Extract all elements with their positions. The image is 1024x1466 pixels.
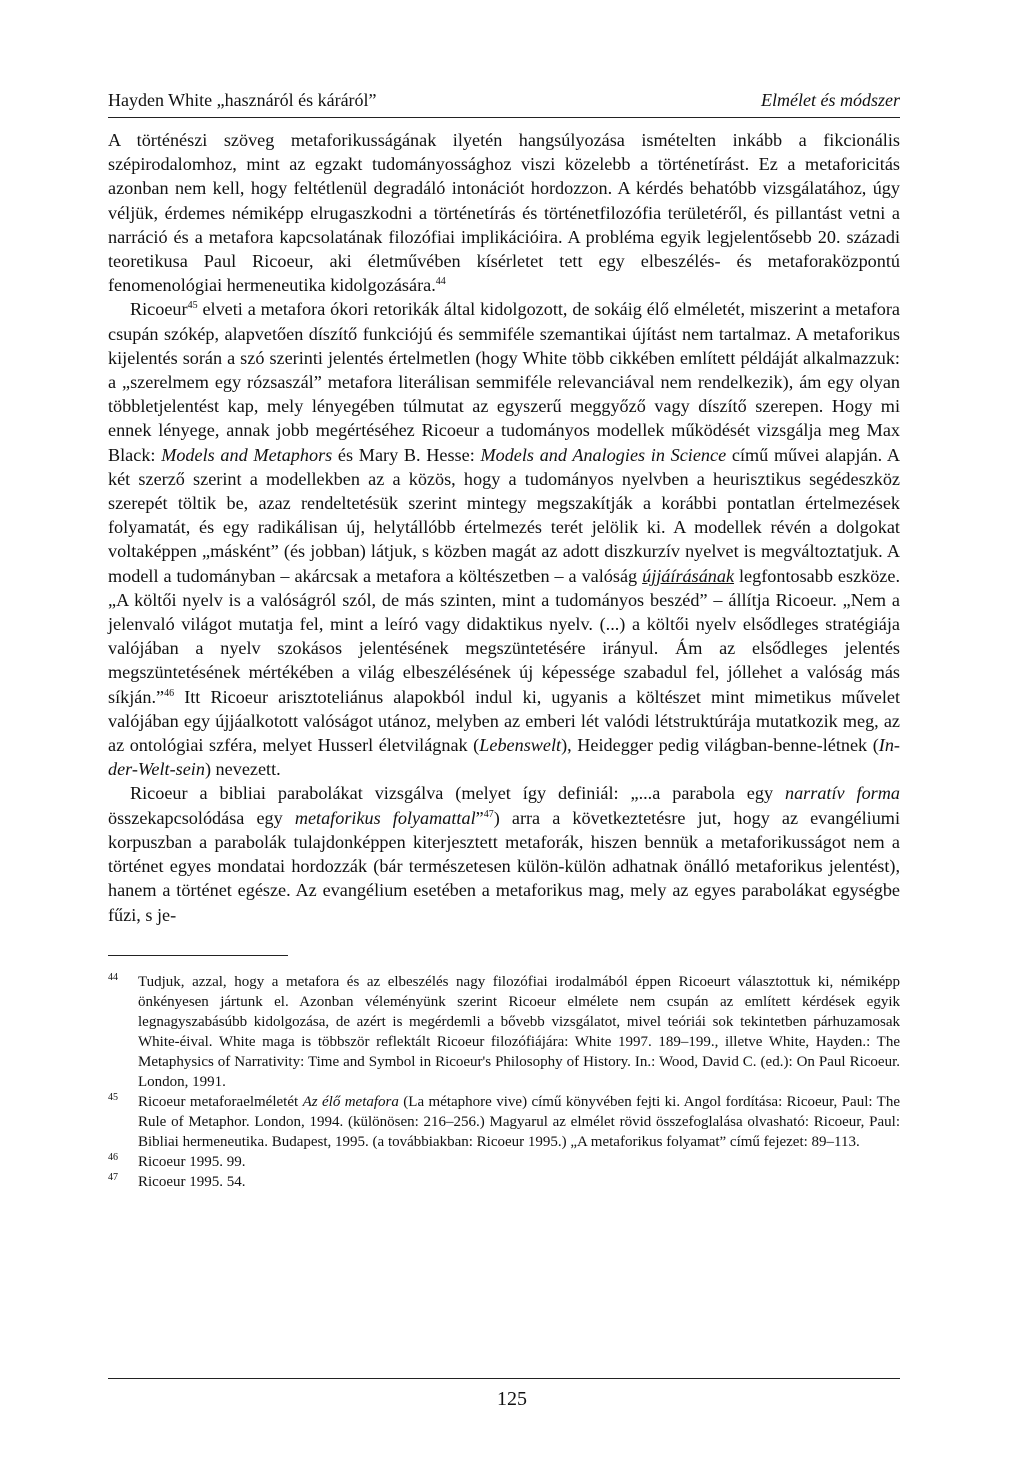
footnote-number-text: 45 bbox=[108, 1091, 118, 1103]
paragraph-text: ) arra a következtetésre jut, hogy az evangéliumi korpuszban a parabolák tulajdonképpen kiterjesztett metaforák, hiszen bennük a metaforikusságot nem a történet egyes mondatai hordozzák (bár természetesen külön-külön adhatnak önálló metaforikus jelentést), hanem a történet egésze. Az evangélium esetében a metaforikus mag, mely az egyes parabolákat egységbe fűzi, s je- bbox=[108, 807, 901, 925]
footnote-text-part: (La métaphore vive) című könyvében fejti ki. Angol fordítása: Ricoeur, Paul: The Rule of Metaphor. London, 1994. (különösen: 216–256.) Magyarul az elmélet rövid összefoglalása olvasható: Ricoeur, Paul: Bibliai hermeneutika. Budapest, 1995. (a továbbiakban: Ricoeur 1995.) „A metaforikus folyamat” című fejezet: 89–113. bbox=[138, 1093, 900, 1150]
paragraph-text: ” bbox=[475, 807, 484, 828]
paragraph-text: ) nevezett. bbox=[204, 759, 281, 780]
paragraph-text: ), Heidegger pedig világban-benne-létnek ( bbox=[561, 735, 879, 756]
page-number: 125 bbox=[497, 1388, 527, 1410]
paragraph-text: Ricoeur bbox=[130, 299, 188, 320]
paragraph-text: című művei alapján. A két szerző szerint a modellekben az a közös, hogy a tudományos nyelvben a heurisztikus segédeszköz szerepét töltik be, azaz rendeltetésük szerint mintegy megszakítják a korábbi pontatlan értelmezések folyamatát, és egy radikálisan új, helytállóbb értelmezés terét jelölik ki. A modellek révén a dolgokat voltaképpen „másként” (és jobban) látjuk, s közben magát az adott diszkurzív nyelvet is megváltoztatjuk. A modell a tudományban – akárcsak a metafora a költészetben – a valóság bbox=[108, 444, 900, 586]
footnote-ref[interactable]: 45 bbox=[187, 300, 198, 312]
paragraph-text: elveti a metafora ókori retorikák által kidolgozott, de sokáig élő elméletét, miszerint a metafora csupán szókép, alapvetően díszítő funkciójú és semmiféle szemantikai újítást nem tartalmaz. A metaforikus kijelentés során a szó szerinti jelentés értelmetlen (hogy White több cikkében említett példáját alkalmazzuk: a „szerelmem egy rózsaszál” metafora literálisan semmiféle relevanciával nem rendelkezik), ám egy olyan többletjelentést kap, mely lényegében túlmutat az egyszerű meggyőző vagy díszítő szerepen. Hogy mi ennek lényege, annak jobb megértéséhez Ricoeur a tudományos modellek működését vizsgálja meg Max Black: bbox=[108, 299, 900, 465]
footnote-number bbox=[108, 1152, 138, 1172]
body-text bbox=[108, 128, 900, 927]
paragraph-2 bbox=[108, 297, 900, 781]
paragraph-text: A történészi szöveg metaforikusságának ilyetén hangsúlyozása ismételten inkább a fikcionális szépirodalomhoz, mint az egzakt tudományossághoz viszi közelebb a történetírást. Ez a metaforicitás azonban nem kell, hogy feltétlenül degradáló intonációt hordozzon. A kérdés behatóbb vizsgálatához, úgy véljük, érdemes némiképp elrugaszkodni a történetírás és történetfilozófia területéről, és pillantást vetni a narráció és a metafora kapcsolatának filozófiai implikációira. A probléma egyik legjelentősebb 20. századi teoretikusa Paul Ricoeur, aki életművében kísérletet tett egy elbeszélés- és metaforaközpontú fenomenológiai hermeneutika kidolgozására. bbox=[108, 130, 900, 296]
footnote-ref[interactable]: 44 bbox=[435, 276, 446, 288]
emphasis: narratív forma bbox=[784, 783, 900, 804]
book-title: Models and Analogies in Science bbox=[480, 444, 727, 465]
paragraph-text: legfontosabb eszköze. „A költői nyelv is a valóságról szól, de más szinten, mint a tudományos beszéd” – állítja Ricoeur. „Nem a jelenvaló világot mutatja fel, mint a leíró vagy didaktikus nyelv. (...) a költői nyelv elsődleges stratégiája valójában a nyelv szokásos jelentésének megszüntetésére irányul. Ám az elsődleges jelentés megszüntetésének mértékében a világ elbeszélésének új képessége szabadul fel, jóllehet a valóság más síkján.” bbox=[108, 565, 900, 707]
footnote-number bbox=[108, 1172, 138, 1192]
footnote-ref[interactable]: 47 bbox=[483, 808, 494, 820]
footnote-number-text: 44 bbox=[108, 971, 118, 983]
emphasis: újjáírásának bbox=[642, 565, 735, 586]
paragraph-text: összekapcsolódása egy bbox=[108, 807, 295, 828]
book-title: Models and Metaphors bbox=[161, 444, 333, 465]
term: Lebenswelt bbox=[479, 735, 562, 756]
footnotes bbox=[108, 972, 900, 1192]
running-header bbox=[108, 90, 900, 118]
footnote-text: Ricoeur 1995. 99. bbox=[138, 1153, 246, 1170]
footnote-text: Tudjuk, azzal, hogy a metafora és az elbeszélés nagy filozófiai irodalmából éppen Ricoeurt választottuk ki, némiképp önkényesen jártunk el. Azonban véleményünk szerint Ricoeur elmélete nem csupán az említett kérdések egyik legnagyszabásúbb kidolgozása, de azért is megérdemli a bővebb vizsgálatot, mivel teóriái sok tekintetben párhuzamosak White-éival. White maga is többször reflektált Ricoeur filozófiájára: White 1997. 189–199., illetve White, Hayden.: The Metaphysics of Narrativity: Time and Symbol in Ricoeur's Philosophy of History. In.: Wood, David C. (ed.): On Paul Ricoeur. London, 1991. bbox=[138, 973, 900, 1090]
paragraph-3 bbox=[108, 781, 900, 926]
header-section: Elmélet és módszer bbox=[761, 90, 900, 110]
footnote-number bbox=[108, 1092, 138, 1152]
paragraph-text: Ricoeur a bibliai parabolákat vizsgálva (melyet így definiál: „...a parabola egy bbox=[130, 783, 785, 804]
footnote-46 bbox=[108, 1152, 900, 1172]
footnote-47 bbox=[108, 1172, 900, 1192]
footnote-45 bbox=[108, 1092, 900, 1152]
footnote-text bbox=[138, 1092, 900, 1152]
footnote-number bbox=[108, 972, 138, 1092]
bottom-divider bbox=[108, 1378, 900, 1379]
paragraph-text: Itt Ricoeur arisztoteliánus alapokból indul ki, ugyanis a költészet mint mimetikus művelet valójában egy újjáalkotott valóságot utánoz, melyben az emberi lét valódi létstruktúrája mutatkozik meg, az az ontológiai szféra, melyet Husserl életvilágnak ( bbox=[108, 686, 900, 756]
footnote-text-part: Ricoeur metaforaelméletét bbox=[138, 1093, 303, 1110]
book-title: Az élő metafora bbox=[302, 1093, 399, 1110]
footnote-number-text: 46 bbox=[108, 1151, 118, 1163]
header-title: Hayden White „hasznáról és káráról” bbox=[108, 90, 377, 110]
footnote-44 bbox=[108, 972, 900, 1092]
paragraph-text: és Mary B. Hesse: bbox=[332, 444, 481, 465]
footnote-text: Ricoeur 1995. 54. bbox=[138, 1173, 246, 1190]
paragraph-1 bbox=[108, 128, 900, 297]
page bbox=[108, 90, 900, 1192]
footnote-ref[interactable]: 46 bbox=[164, 687, 175, 699]
term: In-der-Welt-sein bbox=[108, 735, 900, 780]
footnote-divider bbox=[108, 955, 288, 956]
footnote-number-text: 47 bbox=[108, 1171, 118, 1183]
emphasis: metaforikus folyamattal bbox=[294, 807, 476, 828]
